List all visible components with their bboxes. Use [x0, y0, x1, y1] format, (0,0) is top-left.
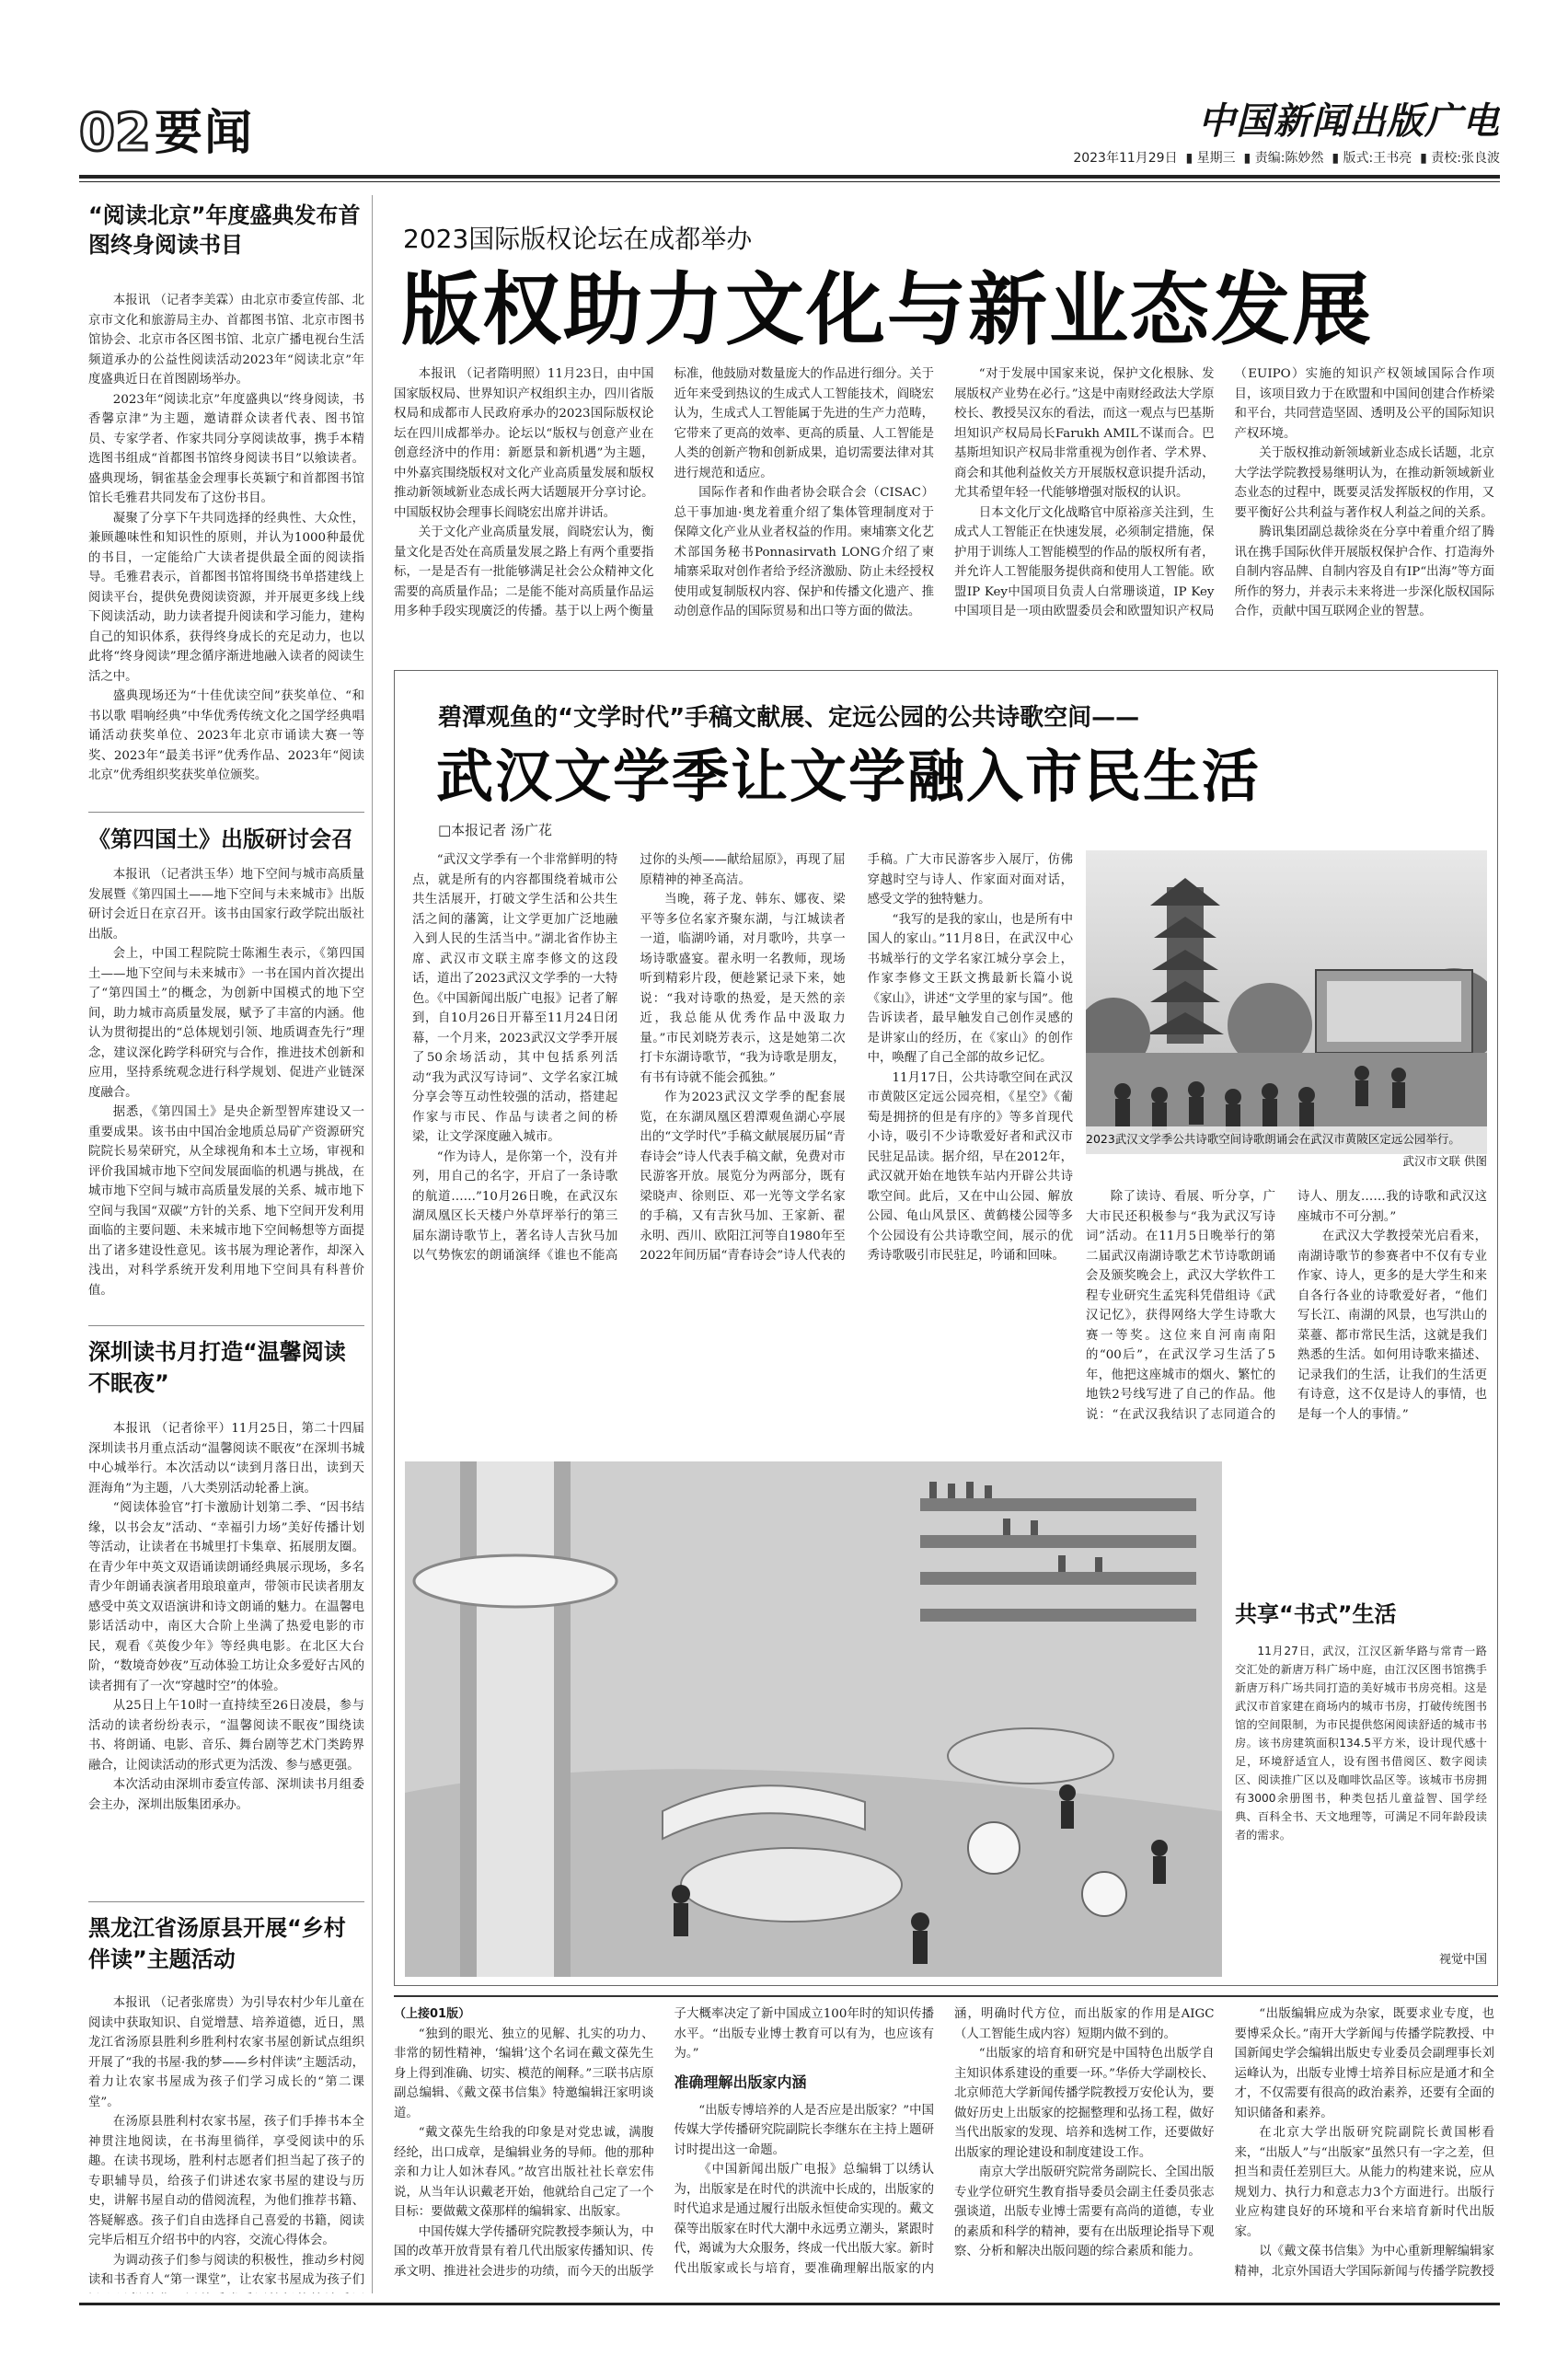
issue-info: 2023年11月29日 ▮ 星期三 ▮ 责编:陈妙然 ▮ 版式:王书亮 ▮ 责校:张良波 [1073, 151, 1500, 166]
feature-headline: 武汉文学季让文学融入市民生活 [436, 743, 1262, 810]
left-article-2-paragraph: 据悉，《第四国土》是央企新型智库建设又一重要成果。该书由中国冶金地质总局矿产资源研究院院长易荣研究，从全球视角和本土立场，审视和评价我国城市地下空间发展面临的机遇与挑战，在城市地下空间与城市高质量发展的关系、城市地下空间与我国“双碳”方针的关系、地下空间开发利用面临的主要问题、未来城市地下空间畅想等方面提出了诸多建设性意见。该书展为理论著作，却深入浅出，对科学系统开发利用地下空间具有科普价值。 [88, 1105, 364, 1298]
left-article-4-paragraph: 本报讯 （记者张席贵）为引导农村少年儿童在阅读中获取知识、自觉增慧、培养道德，近日，黑龙江省汤原县胜利乡胜利村农家书屋创新试点组织开展了“我的书屋·我的梦——乡村伴读”主题活动，着力让农家书屋成为孩子们学习成长的“第二课堂”。 [88, 1996, 364, 2109]
feature-photo-caption-text: 2023武汉文学季公共诗歌空间诗歌朗诵会在武汉市黄陂区定远公园举行。 [1086, 1132, 1460, 1146]
lead-paragraph: 腾讯集团副总裁徐炎在分享中着重介绍了腾讯在携手国际伙伴开展版权保护合作、打造海外自制内容品牌、自制内容及自有IP“出海”等方面所作的努力，并表示未来将进一步深化版权国际合作，贡献中国互联网企业的智慧。 [1234, 525, 1494, 618]
left-article-2-paragraph: 本报讯 （记者洪玉华）地下空间与城市高质量发展暨《第四国土——地下空间与未来城市》出版研讨会近日在京召开。该书由国家行政学院出版社出版。 [88, 868, 364, 941]
left-article-4-body [88, 1993, 364, 2293]
continuation-body [394, 2004, 1494, 2293]
lead-body [394, 364, 1494, 661]
feature-photo-poetry-event [1086, 850, 1487, 1154]
feature-paragraph: “作为诗人，是你第一个，没有并列，用自己的名字，开启了一条诗歌的航道……”10月26日晚，在武汉东湖凤凰区长天楼户外草坪举行的第三届东湖诗歌节上，著名诗人吉狄马加以气势恢宏的朗诵演绎《谁也不能高过你的头颅——献给屈原》，再现了屈原精神的神圣高洁。 [412, 853, 846, 1263]
left-article-divider [88, 812, 364, 813]
continuation-divider [394, 1995, 1498, 1997]
left-article-2-headline: 《第四国土》出版研讨会召 [88, 826, 353, 852]
bookstore-interior-illustration [405, 1461, 1222, 1977]
footer-rule [79, 2303, 1500, 2305]
left-article-4-paragraph: 为调动孩子们参与阅读的积极性，推动乡村阅读和书香育人“第一课堂”，让农家书屋成为孩子们 [88, 2253, 364, 2287]
continuation-paragraph: “出版家的培育和研究是中国特色出版学自主知识体系建设的重要一环。”华侨大学副校长、北京师范大学新闻传播学院教授万安伦认为，要做好历史上出版家的挖掘整理和弘扬工程，做好当代出版家的发现、培养和选树工作，还要做好出版家的理论建设和制度建设工作。 [954, 2047, 1215, 2160]
photo-feature-credit: 视觉中国 [1438, 1953, 1487, 1967]
bookstore-photo [405, 1461, 1222, 1977]
left-article-4-paragraph: 在汤原县胜利村农家书屋，孩子们手捧书本全神贯注地阅读，在书海里徜徉，享受阅读中的乐趣。在读书现场，胜利村志愿者们担当起了孩子的专职辅导员，给孩子们讲述农家书屋的建设与历史，讲解书屋自动的借阅流程，为他们推荐书籍、答疑解惑。孩子们自由选择自己喜爱的书籍，阅读完毕后相互介绍书中的内容，交流心得体会。 [88, 2115, 364, 2247]
left-article-3-paragraph: 本次活动由深圳市委宣传部、深圳读书月组委会主办，深圳出版集团承办。 [88, 1778, 364, 1812]
continuation-paragraph: 在北京大学出版研究院副院长黄国彬看来，“出版人”与“出版家”虽然只有一字之差，但担当和责任差别巨大。从能力的构建来说，应从规划力、执行力和意志力3个方面进行。出版行业应构建良好的环境和平台来培育新时代出版家。 [1234, 2126, 1494, 2239]
left-article-1-body [88, 291, 364, 803]
lead-paragraph: 关于版权推动新领域新业态成长话题，北京大学法学院教授易继明认为，在推动新领域新业态业态的过程中，既要灵活发挥版权的作用，又要平衡好公共利益与著作权人利益之间的关系。 [1234, 446, 1494, 520]
feature-paragraph: 除了读诗、看展、听分享，广大市民还积极参与“我为武汉写诗词”活动。在11月5日晚举行的第二届武汉南湖诗歌艺术节诗歌朗诵会及颁奖晚会上，武汉大学软件工程专业研究生孟宪科凭借组诗《武汉记忆》，获得网络大学生诗歌大赛一等奖。这位来自河南南阳的“00后”，在武汉学习生活了5年，他把这座城市的烟火、繁忙的地铁2号线写进了自己的作品。他说：“在武汉我结识了志同道合的诗人、朋友……我的诗歌和武汉这座城市不可分割。” [1086, 1190, 1487, 1422]
feature-paragraph: 在武汉大学教授荣光启看来，南湖诗歌节的参赛者中不仅有专业作家、诗人，更多的是大学生和来自各行各业的诗歌爱好者，“他们写长江、南湖的风景，也写洪山的菜薹、都市常民生活，这就是我们熟悉的生活。如何用诗歌来描述、记录我们的生活，让我们的生活更有诗意，这不仅是诗人的事情，也是每一个人的事情。” [1297, 1230, 1487, 1422]
left-article-divider [88, 1325, 364, 1326]
feature-kicker: 碧潭观鱼的“文学时代”手稿文献展、定远公园的公共诗歌空间—— [438, 704, 1140, 732]
feature-paragraph: 当晚，蒋子龙、韩东、娜夜、梁平等多位名家齐聚东湖，与江城读者一道，临湖吟诵，对月歌吟，共享一场诗歌盛宴。翟永明一名教师，现场听到精彩片段，便趁紧记录下来，她说：“我对诗歌的热爱，是天然的亲近，我总能从优秀作品中汲取力量。”市民刘晓芳表示，这是她第二次打卡东湖诗歌节，“我为诗歌是朋友，有书有诗就不能会孤独。” [640, 893, 846, 1085]
left-article-1-paragraph: 2023年“阅读北京”年度盛典以“终身阅读，书香馨京津”为主题，邀请群众读者代表、图书馆员、专家学者、作家共同分享阅读故事，携手本精选图书组成“首都图书馆终身阅读书目”以飨读者。盛典现场，铜雀基金会理事长英颖宁和首都图书馆馆长毛雅君共同发布了这份书目。 [88, 392, 364, 505]
feature-byline: □本报记者 汤广花 [438, 822, 552, 838]
feature-paragraph: “武汉文学季有一个非常鲜明的特点，就是所有的内容都围绕着城市公共生活展开，打破文学生活和公共生活之间的藩篱，让文学更加广泛地融入到人民的生活当中。”湖北省作协主席、武汉市文联主席李修文的这段话，道出了2023武汉文学季的一大特色。《中国新闻出版广电报》记者了解到，自10月26日开幕至11月24日闭幕，一个月来，2023武汉文学季开展了50余场活动，其中包括系列活动“我为武汉写诗词”、文学名家江城分享会等互动性较强的活动，搭建起作家与市民、作品与读者之间的桥梁，让文学深度融入城市。 [412, 853, 618, 1144]
lead-paragraph: 国际作者和作曲者协会联合会（CISAC）总干事加迪·奥龙着重介绍了集体管理制度对于保障文化产业从业者权益的作用。柬埔寨文化艺术部国务秘书Ponnasirvath LONG介绍了柬埔寨采取对创作者给予经济激励、防止未经授权使用或复制版权内容、保护和传播文化遗产、推动创意作品的国际贸易和出口等方面的做法。 [674, 486, 934, 618]
issue-layout-editor: 版式:王书亮 [1343, 151, 1412, 166]
lead-headline: 版权助力文化与新业态发展 [401, 263, 1373, 356]
left-article-3-paragraph: 从25日上午10时一直持续至26日凌晨，参与活动的读者纷纷表示，“温馨阅读不眠夜”围绕读书、将朗诵、电影、音乐、舞台剧等艺术门类跨界融合，让阅读活动的形式更为活泼、参与感更强。 [88, 1699, 364, 1773]
left-article-2-body [88, 865, 364, 1316]
left-article-3-paragraph: “阅读体验官”打卡激励计划第二季、“因书结缘，以书会友”活动、“幸福引力场”美好传播计划等活动，让读者在书城里打卡集章、拓展朋友圈。在青少年中英文双语诵读朗诵经典展示现场，多名青少年朗诵表演者用琅琅童声，带领市民读者朋友感受中英文双语演讲和诗文朗诵的魅力。在温馨电影话活动中，南区大合阶上坐满了热爱电影的市民，观看《英俊少年》等经典电影。在北区大台阶，“数境奇妙夜”互动体验工坊让众多爱好古风的读者拥有了一次“穿越时空”的体验。 [88, 1501, 364, 1693]
lead-paragraph: “对于发展中国家来说，保护文化根脉、发展版权产业势在必行。”这是中南财经政法大学原校长、教授吴汉东的看法，而这一观点与巴基斯坦知识产权局局长Farukh AMIL不谋而合。巴基斯坦知识产权局非常重视为创作者、学术界、商会和其他利益攸关方开展版权意识提升活动，尤其希望年轻一代能够增强对版权的认识。 [954, 367, 1215, 500]
feature-paragraph: 作为2023武汉文学季的配套展览，在东湖凤凰区碧潭观鱼湖心亭展出的“文学时代”手稿文献展展历届“青春诗会”诗人代表手稿文献，免费对市民游客开放。展览分为两部分，既有梁晓声、徐则臣、邓一光等文学名家的手稿，又有吉狄马加、王家新、翟永明、西川、欧阳江河等自1980年至2022年间历届“青春诗会”诗人代表的手稿。广大市民游客步入展厅，仿佛穿越时空与诗人、作家面对面对话，感受文学的独特魅力。 [640, 853, 1073, 1263]
feature-body-lower [1086, 1187, 1487, 1452]
lead-kicker: 2023国际版权论坛在成都举办 [403, 224, 753, 254]
issue-weekday: 星期三 [1196, 151, 1236, 166]
masthead-rule-thick [79, 175, 1500, 179]
continuation-paragraph: 中国传媒大学传播研究院教授李频认为，中国的改革开放背景有着几代出版家传播知识、传承文明、推进社会进步的功绩，而今天的出版学子大概率决定了新中国成立100年时的知识传播水平。“出版专业博士教育可以有为，也应该有为。” [394, 2007, 934, 2279]
feature-photo-credit: 武汉市文联 供图 [1402, 1154, 1487, 1168]
left-article-3-paragraph: 本报讯 （记者徐平）11月25日，第二十四届深圳读书月重点活动“温馨阅读不眠夜”在深圳书城中心城举行。本次活动以“读到月落日出，读到天涯海角”为主题，八大类别活动轮番上演。 [88, 1422, 364, 1496]
left-column-divider [372, 195, 373, 2293]
photo-feature-headline: 共享“书式”生活 [1235, 1601, 1397, 1627]
continuation-from-label: （上接01版） [394, 2007, 471, 2021]
poetry-event-illustration [1086, 850, 1487, 1154]
left-article-4-headline: 黑龙江省汤原县开展“乡村伴读”主题活动 [88, 1915, 346, 1972]
continuation-subhead: 准确理解出版家内涵 [674, 2073, 807, 2091]
continuation-paragraph: “独到的眼光、独立的见解、扎实的功力、非常的韧性精神，‘编辑’这个名词在戴文葆先生身上得到准确、切实、模范的阐释。”三联书店原副总编辑、《戴文葆书信集》特邀编辑汪家明谈道。 [394, 2027, 654, 2120]
lead-paragraph: 本报讯 （记者隋明照）11月23日，由中国国家版权局、世界知识产权组织主办，四川省版权局和成都市人民政府承办的2023国际版权论坛在四川成都举办。论坛以“版权与创意产业在创意经济中的作用：新愿景和新机遇”为主题，中外嘉宾围绕版权对文化产业高质量发展和版权推动新领域新业态成长两大话题展开分享讨论。中国版权协会理事长阎晓宏出席并讲话。 [394, 367, 654, 520]
issue-proofreader: 责校:张良波 [1431, 151, 1500, 166]
lead-paragraph: 关于文化产业高质量发展，阎晓宏认为，衡量文化是否处在高质量发展之路上有两个重要指标，一是是否有一批能够满足社会公众精神文化需要的高质量作品；二是能不能对高质量作品运用多种手段实现廣泛的传播。基于以上两个衡量标准，他鼓励对数量庞大的作品进行细分。关于近年来受到热议的生成式人工智能技术，阎晓宏认为，生成式人工智能属于先进的生产力范畴，它带来了更高的效率、更高的质量、人工智能是人类的创新产物和创新成果，追切需要法律对其进行规范和适应。 [394, 367, 934, 618]
left-article-1-paragraph: 盛典现场还为“十佳优读空间”获奖单位、“和书以歌 唱响经典”中华优秀传统文化之国学经典唱诵活动获奖单位、2023年北京市诵读大赛一等奖、2023年“最美书评”优秀作品、2023年“阅读北京”优秀组织奖获奖单位颁奖。 [88, 689, 364, 782]
feature-photo-caption [1086, 1128, 1487, 1174]
issue-date: 2023年11月29日 [1073, 151, 1178, 166]
page-number-text: 02 [79, 103, 151, 163]
continuation-paragraph: “出版编辑应成为杂家，既要求业专度，也要博采众长。”南开大学新闻与传播学院教授、中国新闻史学会编辑出版史专业委员会副理事长刘运峰认为，出版专业博士培养目标应是通才和全才，不仅需要有很高的政治素养，还要有全面的知识储备和素养。 [1234, 2007, 1494, 2120]
left-article-3-body [88, 1419, 364, 1892]
left-article-2-paragraph: 会上，中国工程院院士陈湘生表示，《第四国土——地下空间与未来城市》一书在国内首次提出了“第四国土”的概念，为创新中国模式的地下空间，助力城市高质量发展，赋予了丰富的内涵。他认为贯彻提出的“总体规划引领、地质调查先行”理念，建议深化跨学科研究与合作，推进技术创新和应用，坚持系统观念进行科学规划、促进产业链深度融合。 [88, 947, 364, 1100]
feature-paragraph: 11月17日，公共诗歌空间在武汉市黄陂区定远公园亮相，《星空》《葡萄是拥挤的但是有序的》等多首现代小诗，吸引不少诗歌爱好者和武汉市民驻足品读。据介绍，早在2012年，武汉就开始在地铁车站内开辟公共诗歌空间。此后，又在中山公园、解放公园、龟山风景区、黄鹤楼公园等多个公园设有公共诗歌空间，展示的优秀诗歌吸引市民驻足，吟诵和回味。 [867, 1070, 1073, 1263]
masthead-rule-thin [79, 181, 1500, 182]
feature-paragraph: “我写的是我的家山，也是所有中国人的家山。”11月8日，在武汉中心书城举行的文学名家江城分享会上，作家李修文王跃文携最新长篇小说《家山》，讲述“文学里的家与国”。他告诉读者，最早触发自己创作灵感的是讲家山的经历，在《家山》的创作中，唤醒了自己全部的故乡记忆。 [867, 912, 1073, 1065]
photo-feature-text: 11月27日，武汉，江汉区新华路与常青一路交汇处的新唐万科广场中庭，由江汉区图书馆携手新唐万科广场共同打造的美好城市书房亮相。这是武汉市首家建在商场内的城市书房，打破传统图书馆的空间限制，为市民提供悠闲阅读舒适的城市书房。该书房建筑面积134.5平方米，设计现代感十足，环境舒适宜人，设有图书借阅区、数字阅读区、阅读推广区以及咖啡饮品区等。该城市书房拥有3000余册图书，种类包括儿童益智、国学经典、百科全书、天文地理等，可满足不同年龄段读者的需求。 [1235, 1645, 1487, 1842]
continuation-paragraph: 《中国新闻出版广电报》总编辑丁以绣认为，出版家是在时代的洪流中长成的，出版家的时代追求是通过履行出版永恒使命实现的。戴文葆等出版家在时代大潮中永远勇立潮头，紧跟时代，竭诚为大众服务，终成一代出版大家。新时代出版家或长与培育，要准确理解出版家的内涵，明确时代方位，而出版家的作用是AIGC（人工智能生成内容）短期内做不到的。 [674, 2007, 1215, 2276]
issue-editor: 责编:陈妙然 [1254, 151, 1324, 166]
lead-paragraph: 日本文化厅文化战略官中原裕彦关注到，生成式人工智能正在快速发展，必须制定措施，保护用于训练人工智能模型的作品的版权所有者，并允许人工智能服务提供商和使用人工智能。欧盟IP Key中国项目负责人白常珊谈道，IP Key中国项目是一项由欧盟委员会和欧盟知识产权局（EUIPO）实施的知识产权领域国际合作项目，该项目致力于在欧盟和中国间创建合作桥梁和平台，共同营造坚固、透明及公平的国际知识产权环境。 [954, 367, 1494, 618]
continuation-paragraph: “出版专博培养的人是否应是出版家？”中国传媒大学传播研究院副院长李继东在主持上题研讨时提出这一命题。 [674, 2103, 934, 2157]
continuation-paragraph: 以《戴文葆书信集》为中心重新理解编辑家精神，北京外国语大学国际新闻与传播学院教授 [1234, 2245, 1494, 2279]
left-article-divider [88, 1901, 364, 1902]
feature-body-upper [412, 850, 1073, 1452]
paper-name: 中国新闻出版广电 [1198, 99, 1500, 143]
left-article-3-headline: 深圳读书月打造“温馨阅读不眠夜” [88, 1339, 346, 1396]
section-title: 要闻 [155, 106, 255, 161]
left-article-1-paragraph: 本报讯 （记者李美霖）由北京市委宣传部、北京市文化和旅游局主办、首都图书馆、北京市图书馆协会、北京市各区图书馆、北京广播电视台生活频道承办的公益性阅读活动2023年“阅读北京”年度盛典近日在首图剧场举办。 [88, 294, 364, 387]
left-article-1-paragraph: 凝聚了分享下午共同选择的经典性、大众性，兼顾趣味性和知识性的原则，并认为1000种最优的书目，一定能给广大读者提供最全面的阅读指导。毛雅君表示，首都图书馆将围绕书单搭建线上阅读平台，提供免费阅读资源，并开展更多线上线下阅读活动，助力读者提升阅读和学习能力，建构自己的知识体系，获得终身成长的充足动力，也以此将“终身阅读”理念循序渐进地融入读者的阅读生活之中。 [88, 511, 364, 684]
continuation-paragraph: 南京大学出版研究院常务副院长、全国出版专业学位研究生教育指导委员会副主任委员张志强谈道，出版专业博士需要有高尚的道德，专业的素质和科学的精神，要有在出版理论指导下观察、分析和解决出版问题的综合素质和能力。 [954, 2165, 1215, 2258]
left-article-1-headline: “阅读北京”年度盛典发布首图终身阅读书目 [88, 202, 361, 258]
continuation-paragraph: “戴文葆先生给我的印象是对党忠诚，满腹经纶，出口成章，是编辑业务的导师。他的那种亲和力让人如沐春风。”故宫出版社社长章宏伟说，从当年认识戴老开始，他就给自己定了一个目标：要做戴文葆那样的编辑家、出版家。 [394, 2126, 654, 2219]
page-number [79, 101, 153, 166]
